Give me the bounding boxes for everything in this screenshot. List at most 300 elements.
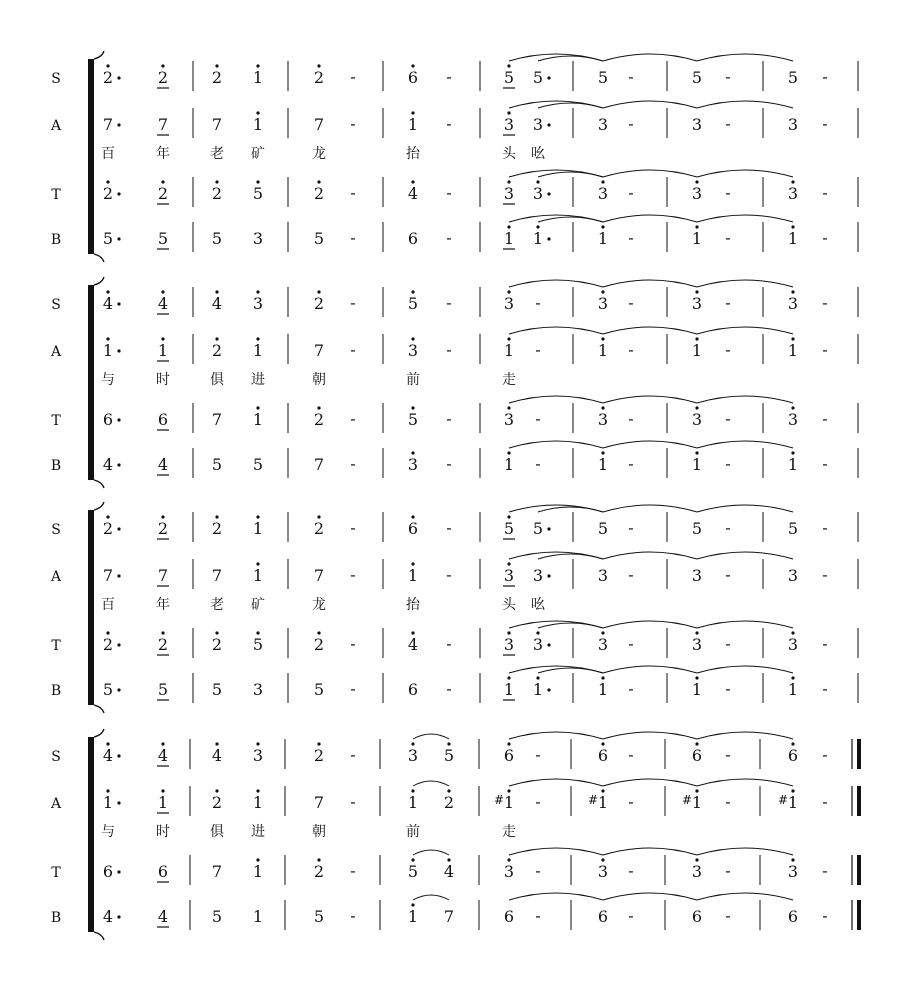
jianpu-note: 5 <box>787 519 799 538</box>
system-bracket <box>88 737 94 932</box>
octave-dot-high <box>106 631 109 634</box>
dash-extension: - <box>446 565 452 584</box>
augmentation-dot <box>117 688 120 691</box>
lyric-syllable: 龙 <box>312 146 326 162</box>
jianpu-note: 7 <box>211 862 223 881</box>
voice-label-B: B <box>50 910 62 926</box>
dash-extension: - <box>725 183 731 202</box>
jianpu-note: 3 <box>503 635 515 654</box>
octave-dot-high <box>161 742 164 745</box>
dash-extension: - <box>350 67 356 86</box>
octave-dot-high <box>256 290 259 293</box>
dash-extension: - <box>350 183 356 202</box>
bracket-hook <box>94 705 104 713</box>
tie-arc <box>603 215 697 222</box>
jianpu-note: 6 <box>787 746 799 765</box>
tie-arc <box>509 396 603 403</box>
dash-extension: - <box>535 454 541 473</box>
dash-extension: - <box>822 409 828 428</box>
jianpu-note: 5 <box>157 229 169 248</box>
octave-dot-high <box>256 562 259 565</box>
lyric-syllable: 吆 <box>531 146 545 162</box>
augmentation-dot <box>547 574 550 577</box>
octave-dot-high <box>447 858 450 861</box>
jianpu-note: 1 <box>102 341 114 360</box>
jianpu-note: 3 <box>532 635 544 654</box>
tie-arc <box>697 280 793 287</box>
jianpu-note: 4 <box>157 294 169 313</box>
jianpu-note: 3 <box>252 229 264 248</box>
augmentation-dot <box>117 237 120 240</box>
jianpu-note: 3 <box>691 862 703 881</box>
octave-dot-high <box>106 742 109 745</box>
lyric-syllable: 抬 <box>406 597 420 613</box>
octave-dot-high <box>106 290 109 293</box>
octave-dot-high <box>507 180 510 183</box>
octave-dot-high <box>256 111 259 114</box>
jianpu-note: 1 <box>407 907 419 926</box>
augmentation-dot <box>117 418 120 421</box>
dash-extension: - <box>725 228 731 247</box>
dash-extension: - <box>350 293 356 312</box>
jianpu-note: 3 <box>532 566 544 585</box>
dash-extension: - <box>628 67 634 86</box>
jianpu-note: 1 <box>157 793 169 812</box>
dash-extension: - <box>446 518 452 537</box>
octave-dot-high <box>256 180 259 183</box>
octave-dot-high <box>106 180 109 183</box>
slur-arc <box>413 781 449 786</box>
voice-label-A: A <box>50 344 62 360</box>
tie-arc <box>509 732 603 739</box>
voice-label-T: T <box>51 187 61 203</box>
octave-dot-high <box>695 676 698 679</box>
jianpu-note: 3 <box>407 455 419 474</box>
voice-label-B: B <box>50 683 62 699</box>
octave-dot-high <box>695 225 698 228</box>
dash-extension: - <box>628 454 634 473</box>
tie-arc <box>538 56 603 61</box>
octave-dot-high <box>507 337 510 340</box>
lyric-syllable: 吆 <box>531 597 545 613</box>
tie-arc <box>538 507 603 512</box>
jianpu-note: 1 <box>787 680 799 699</box>
jianpu-note: 1 <box>597 455 609 474</box>
jianpu-note: 2 <box>102 184 114 203</box>
voice-label-T: T <box>51 865 61 881</box>
voice-label-T: T <box>51 638 61 654</box>
octave-dot-high <box>106 789 109 792</box>
final-bar-thick <box>857 786 861 816</box>
octave-dot-high <box>791 676 794 679</box>
octave-dot-high <box>256 406 259 409</box>
jianpu-note: 7 <box>211 410 223 429</box>
lyric-syllable: 朝 <box>312 372 326 388</box>
jianpu-note: 5 <box>503 68 515 87</box>
tie-arc <box>509 327 603 334</box>
jianpu-note: 3 <box>787 184 799 203</box>
tie-arc <box>603 54 697 61</box>
octave-dot-high <box>411 742 414 745</box>
jianpu-note: 7 <box>313 455 325 474</box>
dash-extension: - <box>628 906 634 925</box>
tie-arc <box>697 505 793 512</box>
octave-dot-high <box>317 515 320 518</box>
dash-extension: - <box>725 454 731 473</box>
voice-label-A: A <box>50 118 62 134</box>
jianpu-note: 6 <box>102 410 114 429</box>
lyric-syllable: 年 <box>156 597 170 613</box>
jianpu-note: 1 <box>597 229 609 248</box>
tie-arc <box>603 170 697 177</box>
dash-extension: - <box>350 861 356 880</box>
tie-arc <box>603 441 697 448</box>
augmentation-dot <box>117 123 120 126</box>
jianpu-note: 3 <box>597 862 609 881</box>
jianpu-note: 1 <box>503 680 515 699</box>
augmentation-dot <box>117 302 120 305</box>
jianpu-note: 1 <box>597 793 609 812</box>
octave-dot-high <box>695 337 698 340</box>
jianpu-note: 1 <box>691 793 703 812</box>
jianpu-note: 3 <box>252 746 264 765</box>
tie-arc <box>603 505 697 512</box>
tie-arc <box>509 779 603 786</box>
bracket-hook <box>94 254 104 262</box>
octave-dot-high <box>507 515 510 518</box>
tie-arc <box>697 54 793 61</box>
augmentation-dot <box>117 574 120 577</box>
jianpu-note: 4 <box>102 746 114 765</box>
augmentation-dot <box>117 463 120 466</box>
tie-arc <box>697 441 793 448</box>
octave-dot-high <box>215 631 218 634</box>
jianpu-note: 2 <box>102 635 114 654</box>
augmentation-dot <box>117 915 120 918</box>
tie-arc <box>697 396 793 403</box>
dash-extension: - <box>725 565 731 584</box>
octave-dot-high <box>695 290 698 293</box>
jianpu-note: 2 <box>313 635 325 654</box>
jianpu-note: 2 <box>157 68 169 87</box>
octave-dot-high <box>161 789 164 792</box>
jianpu-note: 5 <box>252 635 264 654</box>
octave-dot-high <box>791 631 794 634</box>
dash-extension: - <box>628 792 634 811</box>
dash-extension: - <box>535 340 541 359</box>
octave-dot-high <box>507 451 510 454</box>
lyric-syllable: 与 <box>101 824 115 840</box>
jianpu-note: 4 <box>102 294 114 313</box>
augmentation-dot <box>117 527 120 530</box>
jianpu-note: 3 <box>532 184 544 203</box>
tie-arc <box>697 732 793 739</box>
jianpu-note: 1 <box>787 341 799 360</box>
dash-extension: - <box>446 67 452 86</box>
dash-extension: - <box>350 340 356 359</box>
octave-dot-high <box>256 789 259 792</box>
jianpu-note: 1 <box>691 680 703 699</box>
tie-arc <box>509 893 603 900</box>
lyric-syllable: 俱 <box>210 824 224 840</box>
jianpu-note: 1 <box>102 793 114 812</box>
augmentation-dot <box>547 643 550 646</box>
octave-dot-high <box>507 290 510 293</box>
dash-extension: - <box>822 67 828 86</box>
dash-extension: - <box>628 861 634 880</box>
jianpu-note: 3 <box>407 341 419 360</box>
jianpu-note: 2 <box>211 68 223 87</box>
jianpu-note: 1 <box>503 341 515 360</box>
jianpu-note: 2 <box>313 184 325 203</box>
jianpu-note: 3 <box>691 294 703 313</box>
lyric-syllable: 头 <box>502 597 516 613</box>
tie-arc <box>697 779 793 786</box>
lyric-syllable: 矿 <box>251 597 265 613</box>
jianpu-note: 4 <box>102 455 114 474</box>
system-bracket <box>88 285 94 480</box>
jianpu-note: 1 <box>252 862 264 881</box>
octave-dot-high <box>601 631 604 634</box>
jianpu-note: 7 <box>211 115 223 134</box>
jianpu-note: 5 <box>211 907 223 926</box>
jianpu-note: 7 <box>443 907 455 926</box>
jianpu-note: 4 <box>157 907 169 926</box>
dash-extension: - <box>628 340 634 359</box>
jianpu-note: 1 <box>407 566 419 585</box>
octave-dot-high <box>536 180 539 183</box>
bracket-hook <box>94 277 104 285</box>
jianpu-note: 5 <box>102 680 114 699</box>
jianpu-note: 2 <box>157 635 169 654</box>
augmentation-dot <box>547 123 550 126</box>
dash-extension: - <box>446 114 452 133</box>
tie-arc <box>538 554 603 559</box>
tie-arc <box>603 893 697 900</box>
dash-extension: - <box>535 409 541 428</box>
octave-dot-high <box>411 406 414 409</box>
jianpu-note: 1 <box>787 455 799 474</box>
dash-extension: - <box>725 634 731 653</box>
octave-dot-high <box>507 562 510 565</box>
dash-extension: - <box>628 518 634 537</box>
tie-arc <box>603 732 697 739</box>
lyric-syllable: 走 <box>502 372 516 388</box>
lyric-syllable: 百 <box>101 597 115 613</box>
octave-dot-high <box>791 742 794 745</box>
octave-dot-high <box>601 858 604 861</box>
jianpu-note: 5 <box>313 680 325 699</box>
dash-extension: - <box>725 114 731 133</box>
jianpu-note: 3 <box>691 410 703 429</box>
jianpu-note: 3 <box>252 294 264 313</box>
jianpu-note: 2 <box>313 746 325 765</box>
voice-label-T: T <box>51 413 61 429</box>
tie-arc <box>509 848 603 855</box>
jianpu-note: 5 <box>211 229 223 248</box>
octave-dot-high <box>317 742 320 745</box>
jianpu-note: 3 <box>503 410 515 429</box>
jianpu-note: 2 <box>211 519 223 538</box>
octave-dot-high <box>317 180 320 183</box>
octave-dot-high <box>317 631 320 634</box>
octave-dot-high <box>536 225 539 228</box>
dash-extension: - <box>350 906 356 925</box>
octave-dot-high <box>161 337 164 340</box>
octave-dot-high <box>601 676 604 679</box>
jianpu-note: 5 <box>407 862 419 881</box>
tie-arc <box>603 101 697 108</box>
dash-extension: - <box>535 293 541 312</box>
jianpu-note: 3 <box>691 115 703 134</box>
jianpu-note: 5 <box>157 680 169 699</box>
jianpu-note: 1 <box>597 680 609 699</box>
jianpu-note: 3 <box>503 184 515 203</box>
slur-arc <box>413 850 449 855</box>
dash-extension: - <box>822 340 828 359</box>
dash-extension: - <box>822 518 828 537</box>
voice-label-A: A <box>50 796 62 812</box>
octave-dot-high <box>256 742 259 745</box>
bracket-hook <box>94 502 104 510</box>
jianpu-note: 1 <box>597 341 609 360</box>
jianpu-note: 1 <box>691 455 703 474</box>
jianpu-note: 2 <box>157 519 169 538</box>
octave-dot-high <box>447 742 450 745</box>
jianpu-note: 2 <box>211 635 223 654</box>
jianpu-note: 1 <box>252 68 264 87</box>
jianpu-note: 4 <box>211 294 223 313</box>
final-bar-thick <box>857 900 861 930</box>
dash-extension: - <box>822 679 828 698</box>
jianpu-note: 3 <box>787 862 799 881</box>
slur-arc <box>413 895 449 900</box>
tie-arc <box>697 101 793 108</box>
lyric-syllable: 与 <box>101 372 115 388</box>
jianpu-note: 3 <box>503 294 515 313</box>
dash-extension: - <box>628 679 634 698</box>
final-bar-thick <box>857 855 861 885</box>
octave-dot-high <box>161 631 164 634</box>
octave-dot-high <box>695 451 698 454</box>
octave-dot-high <box>215 789 218 792</box>
jianpu-note: 2 <box>211 793 223 812</box>
octave-dot-high <box>215 515 218 518</box>
jianpu-note: 5 <box>407 410 419 429</box>
jianpu-note: 6 <box>407 519 419 538</box>
lyric-syllable: 时 <box>156 824 170 840</box>
lyric-syllable: 老 <box>210 146 224 162</box>
octave-dot-high <box>106 515 109 518</box>
lyric-syllable: 抬 <box>406 146 420 162</box>
jianpu-note: 6 <box>597 746 609 765</box>
system-bracket <box>88 59 94 254</box>
dash-extension: - <box>822 114 828 133</box>
bracket-hook <box>94 729 104 737</box>
dash-extension: - <box>350 409 356 428</box>
system-bracket <box>88 510 94 705</box>
dash-extension: - <box>725 340 731 359</box>
jianpu-note: 5 <box>102 229 114 248</box>
jianpu-note: 3 <box>252 680 264 699</box>
jianpu-note: 7 <box>313 793 325 812</box>
jianpu-note: 7 <box>157 115 169 134</box>
jianpu-note: 6 <box>407 68 419 87</box>
dash-extension: - <box>350 634 356 653</box>
jianpu-note: 6 <box>157 862 169 881</box>
octave-dot-high <box>317 290 320 293</box>
jianpu-note: 2 <box>313 294 325 313</box>
jianpu-note: 5 <box>407 294 419 313</box>
jianpu-note: 6 <box>691 746 703 765</box>
dash-extension: - <box>628 183 634 202</box>
tie-arc <box>509 280 603 287</box>
octave-dot-high <box>507 225 510 228</box>
octave-dot-high <box>411 562 414 565</box>
dash-extension: - <box>725 679 731 698</box>
dash-extension: - <box>725 293 731 312</box>
sharp-sign: # <box>587 793 599 807</box>
octave-dot-high <box>695 180 698 183</box>
sharp-sign: # <box>777 793 789 807</box>
jianpu-note: 6 <box>691 907 703 926</box>
dash-extension: - <box>725 67 731 86</box>
tie-arc <box>697 170 793 177</box>
dash-extension: - <box>822 228 828 247</box>
jianpu-note: 5 <box>691 519 703 538</box>
octave-dot-high <box>507 742 510 745</box>
octave-dot-high <box>317 64 320 67</box>
jianpu-note: 4 <box>157 455 169 474</box>
tie-arc <box>538 217 603 222</box>
lyric-syllable: 头 <box>502 146 516 162</box>
dash-extension: - <box>822 906 828 925</box>
jianpu-note: 6 <box>787 907 799 926</box>
dash-extension: - <box>350 745 356 764</box>
jianpu-note: 2 <box>211 341 223 360</box>
jianpu-note: 7 <box>102 115 114 134</box>
octave-dot-high <box>791 789 794 792</box>
dash-extension: - <box>628 565 634 584</box>
jianpu-note: 5 <box>313 907 325 926</box>
dash-extension: - <box>446 340 452 359</box>
jianpu-note: 2 <box>211 184 223 203</box>
jianpu-note: 1 <box>691 341 703 360</box>
jianpu-note: 1 <box>252 907 264 926</box>
dash-extension: - <box>535 906 541 925</box>
octave-dot-high <box>317 858 320 861</box>
jianpu-note: 2 <box>443 793 455 812</box>
augmentation-dot <box>547 76 550 79</box>
jianpu-note: 1 <box>407 793 419 812</box>
dash-extension: - <box>822 454 828 473</box>
octave-dot-high <box>791 225 794 228</box>
octave-dot-high <box>215 64 218 67</box>
jianpu-note: 3 <box>597 566 609 585</box>
dash-extension: - <box>725 409 731 428</box>
lyric-syllable: 朝 <box>312 824 326 840</box>
voice-label-S: S <box>51 522 61 538</box>
dash-extension: - <box>446 183 452 202</box>
jianpu-note: 4 <box>407 184 419 203</box>
dash-extension: - <box>350 679 356 698</box>
octave-dot-high <box>256 515 259 518</box>
jianpu-note: 1 <box>532 229 544 248</box>
tie-arc <box>603 666 697 673</box>
dash-extension: - <box>446 454 452 473</box>
lyric-syllable: 时 <box>156 372 170 388</box>
dash-extension: - <box>446 634 452 653</box>
